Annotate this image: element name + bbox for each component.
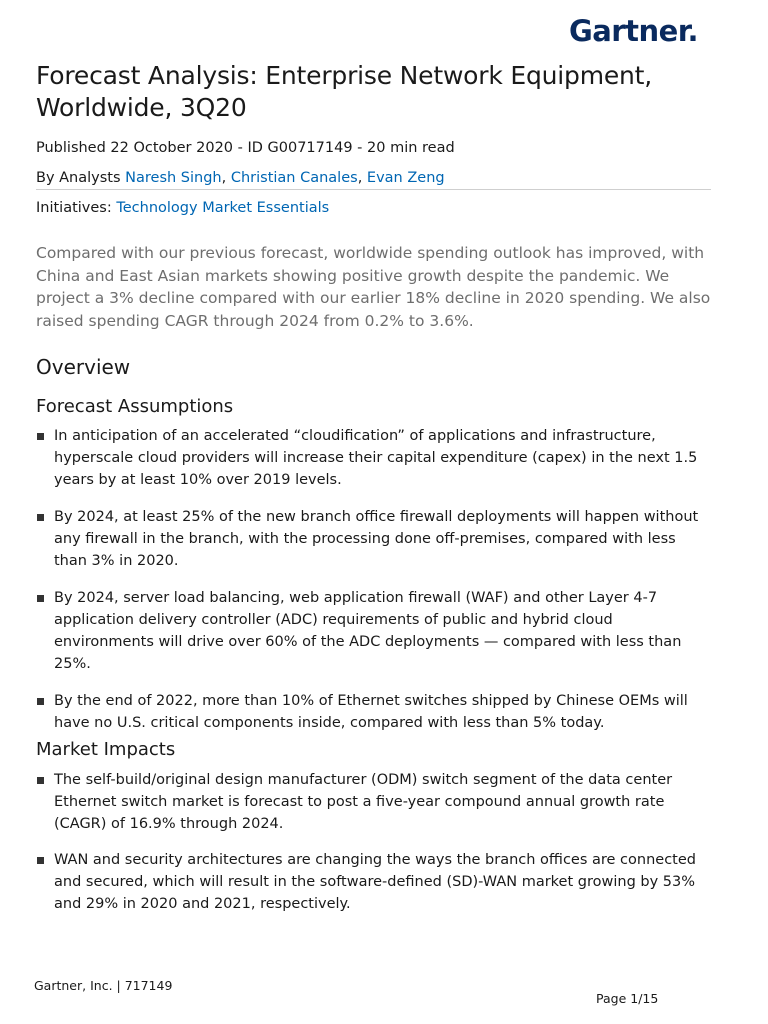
bullet-square-icon [37,777,44,784]
market-impacts-heading: Market Impacts [36,739,176,760]
list-item: By 2024, at least 25% of the new branch office firewall deployments will happen without any firewall in the branch, with the processing done off-premises, compared with less than 3% in 2020. [36,506,711,572]
market-impacts-list [36,769,711,915]
header-divider [36,189,711,190]
analyst-link-naresh-singh[interactable]: Naresh Singh [125,170,222,186]
summary-paragraph: Compared with our previous forecast, worldwide spending outlook has improved, with China and East Asian markets showing positive growth despite the pandemic. We project a 3% decline compared with our earlier 18% decline in 2020 spending. We also raised spending CAGR through 2024 from 0.2% to 3.6%. [36,244,711,330]
bullet-square-icon [37,698,44,705]
bullet-square-icon [37,514,44,521]
gartner-logo: Gartner. [568,14,698,48]
overview-heading: Overview [36,355,131,379]
document-title: Forecast Analysis: Enterprise Network Equipment, Worldwide, 3Q20 [36,61,653,122]
analyst-link-evan-zeng[interactable]: Evan Zeng [366,170,445,186]
page-number: Page 1/15 [596,991,659,1006]
analyst-link-christian-canales[interactable]: Christian Canales [230,170,358,186]
list-item: The self-build/original design manufacturer (ODM) switch segment of the data center Ethernet switch market is forecast to post a five-year compound annual growth rate (CAGR) of 16.9% through 2024. [36,769,711,835]
initiatives-prefix: Initiatives: [36,200,117,216]
publication-info: Published 22 October 2020 - ID G00717149 - 20 min read [36,140,455,156]
analysts-line: By Analysts Naresh Singh, Christian Canales, Evan Zeng [36,170,445,186]
forecast-assumptions-heading: Forecast Assumptions [36,396,234,417]
list-item: In anticipation of an accelerated “cloudification” of applications and infrastructure, hyperscale cloud providers will increase their capital expenditure (capex) in the next 1.5 years by at least 10% over 2019 levels. [36,425,711,491]
list-item: WAN and security architectures are changing the ways the branch offices are connected and secured, which will result in the software-defined (SD)-WAN market growing by 53% and 29% in 2020 and 2021, respectively. [36,849,711,915]
list-item: By the end of 2022, more than 10% of Ethernet switches shipped by Chinese OEMs will have no U.S. critical components inside, compared with less than 5% today. [36,690,711,734]
bullet-square-icon [37,595,44,602]
bullet-square-icon [37,857,44,864]
bullet-square-icon [37,433,44,440]
list-item: By 2024, server load balancing, web application firewall (WAF) and other Layer 4-7 application delivery controller (ADC) requirements of public and hybrid cloud environments will drive over 60% of the ADC deployments — compared with less than 25%. [36,587,711,675]
initiative-link[interactable]: Technology Market Essentials [116,200,330,216]
initiatives-line [36,200,329,216]
forecast-assumptions-list [36,425,711,734]
analysts-prefix: By Analysts [36,170,126,186]
footer-company-id: Gartner, Inc. | 717149 [34,978,173,993]
